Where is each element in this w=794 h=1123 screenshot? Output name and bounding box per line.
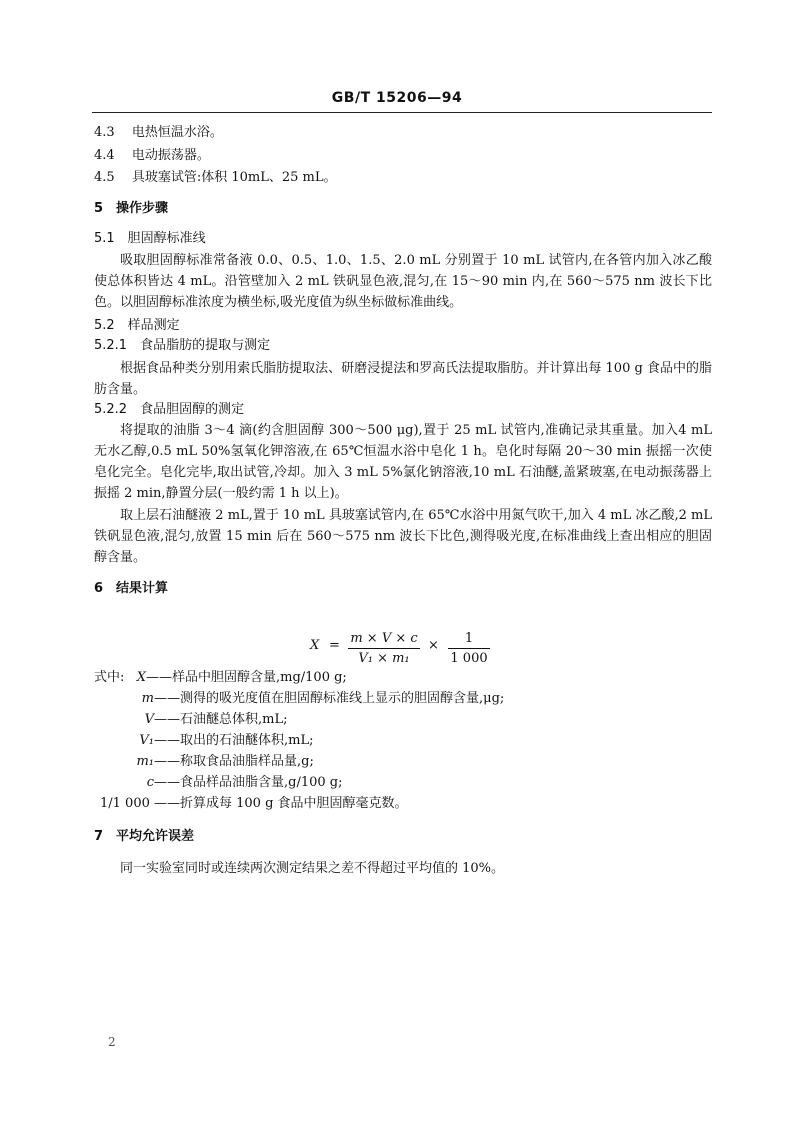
def-text: 测得的吸光度值在胆固醇标准线上显示的胆固醇含量,μg; [180,691,505,706]
definition-row [94,668,714,688]
item-number: 4.5 [94,170,115,185]
def-dash: —— [154,712,180,727]
fraction-bar [448,648,490,649]
where-label: 式中: [94,670,125,685]
formula-numerator-2: 1 [464,631,474,646]
def-text: 折算成每 100 g 食品中胆固醇毫克数。 [180,796,408,811]
fraction-bar [348,648,420,649]
def-dash: —— [154,691,180,706]
result-formula [300,630,540,670]
section-5-2-2-paragraph-1: 将提取的油脂 3～4 滴(约含胆固醇 300～500 μg),置于 25 mL 试管内,准确记录其重量。加入4 mL 无水乙醇,0.5 mL 50%氢氧化钾溶液,在 65℃恒温水浴中皂化 1 h。皂化时每隔 20～30 min 振摇一次使皂化完全。皂化完毕,取出试管,冷却。加入 3 mL 5%氯化钠溶液,10 mL 石油醚,盖紧玻塞,在电动振荡器上振摇 2 min,静置分层(一般约需 1 h 以上)。 [94,423,712,501]
item-4-4 [94,146,210,166]
def-text: 食品样品油脂含量,g/100 g; [180,775,343,790]
formula-fraction-2 [448,630,490,667]
header-rule [92,112,712,113]
def-symbol: m [141,691,154,706]
definition-row [94,773,714,793]
definition-row [100,794,720,814]
item-text: 具玻塞试管:体积 10mL、25 mL。 [131,170,337,185]
item-text: 电动振荡器。 [131,148,210,163]
item-number: 4.4 [94,148,115,163]
section-7-paragraph: 同一实验室同时或连续两次测定结果之差不得超过平均值的 10%。 [120,861,505,876]
section-5-heading: 5 操作步骤 [94,201,169,216]
section-5-1-heading: 5.1 胆固醇标准线 [94,231,206,246]
item-4-3 [94,123,223,143]
formula-lhs: X [310,638,320,653]
def-symbol: c [146,775,154,790]
def-dash: —— [146,670,172,685]
formula-denominator-2: 1 000 [450,651,488,666]
item-number: 4.3 [94,125,115,140]
def-text: 石油醚总体积,mL; [180,712,288,727]
section-5-1-paragraph: 吸取胆固醇标准常备液 0.0、0.5、1.0、1.5、2.0 mL 分别置于 10 mL 试管内,在各管内加入冰乙酸使总体积皆达 4 mL。沿管壁加入 2 mL 铁矾显色液,混匀,在 15～90 min 内,在 560～575 nm 波长下比色。以胆固醇标准浓度为横坐标,吸光度值为纵坐标做标准曲线。 [94,253,712,310]
page-number: 2 [108,1035,116,1049]
section-5-2-2-paragraph-2: 取上层石油醚液 2 mL,置于 10 mL 具玻塞试管内,在 65℃水浴中用氮气吹干,加入 4 mL 冰乙酸,2 mL铁矾显色液,混匀,放置 15 min 后在 560～575 nm 波长下比色,测得吸光度,在标准曲线上查出相应的胆固醇含量。 [94,508,712,565]
definition-row [94,689,714,709]
section-5-2-1-heading: 5.2.1 食品脂肪的提取与测定 [94,338,271,353]
def-dash: —— [154,775,180,790]
definition-row [94,731,714,751]
item-text: 电热恒温水浴。 [131,125,223,140]
formula-times: × [428,638,439,653]
section-7-heading: 7 平均允许误差 [94,829,195,844]
def-text: 样品中胆固醇含量,mg/100 g; [172,670,347,685]
formula-fraction-1 [348,630,420,667]
def-dash: —— [154,733,180,748]
def-dash: —— [154,754,180,769]
def-symbol: V₁ [139,733,154,748]
def-symbol: m₁ [136,754,154,769]
item-4-5 [94,168,336,188]
def-text: 取出的石油醚体积,mL; [180,733,314,748]
formula-denominator-1: V₁ × m₁ [358,651,410,666]
def-symbol: 1/1 000 [100,796,150,811]
formula-equals: = [329,638,340,653]
section-5-2-2-heading: 5.2.2 食品胆固醇的测定 [94,402,245,417]
definition-row [94,752,714,772]
def-dash: —— [154,796,180,811]
section-6-heading: 6 结果计算 [94,581,169,596]
section-5-2-heading: 5.2 样品测定 [94,318,180,333]
def-symbol: X [136,670,146,685]
section-5-2-1-paragraph: 根据食品种类分别用索氏脂肪提取法、研磨浸提法和罗高氏法提取脂肪。并计算出每 100 g 食品中的脂肪含量。 [94,361,712,397]
def-symbol: V [144,712,154,727]
formula-numerator-1: m × V × c [350,631,418,646]
def-text: 称取食品油脂样品量,g; [180,754,314,769]
definition-row [94,710,714,730]
standard-number: GB/T 15206—94 [331,90,463,106]
